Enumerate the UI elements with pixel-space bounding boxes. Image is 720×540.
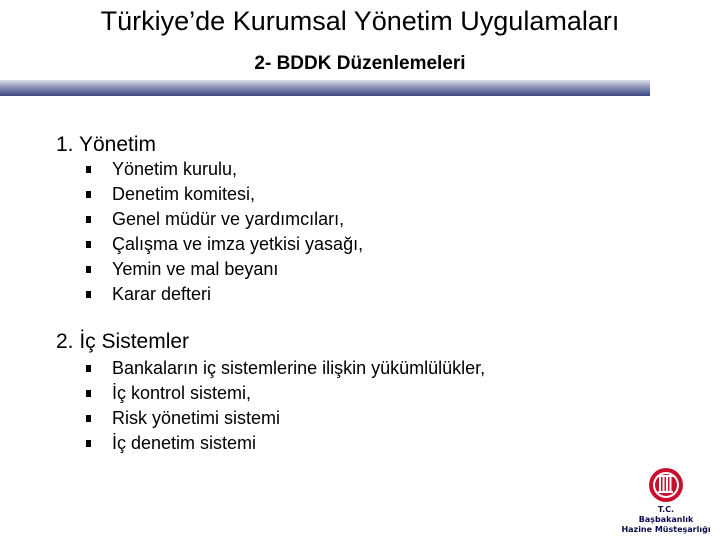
bullet-square-icon — [86, 266, 91, 273]
bullet-square-icon — [86, 291, 91, 298]
bullet-square-icon — [86, 191, 91, 198]
slide: Türkiye’de Kurumsal Yönetim Uygulamaları 2- BDDK Düzenlemeleri 1. Yönetim Yönetim kurulu, Denetim komitesi, Genel müdür ve yardımcıları, Çalışma ve imza yetkisi yasağı, Yemin ve mal beyanı Karar defteri 2. İç Sistemler Bankaların iç sistemlerine ilişkin yükümlülükler, İç kontrol sistemi, Risk yönetimi sistemi İç denetim sistemi T.C. Başbakanlık Hazine Müsteşarlığı — [0, 0, 720, 540]
bullet-square-icon — [86, 166, 91, 173]
bullet-square-icon — [86, 241, 91, 248]
slide-subtitle: 2- BDDK Düzenlemeleri — [254, 53, 466, 74]
bullet-square-icon — [86, 216, 91, 223]
slide-title: Türkiye’de Kurumsal Yönetim Uygulamaları — [100, 6, 620, 36]
bullet-square-icon — [86, 365, 91, 372]
section-heading-ic-sistemler: 2. İç Sistemler — [56, 330, 190, 353]
treasury-emblem-icon — [648, 467, 684, 503]
org-line-country: T.C. — [657, 505, 675, 514]
title-divider — [0, 80, 650, 96]
org-line-treasury: Hazine Müsteşarlığı — [621, 525, 711, 534]
section-heading-yonetim: 1. Yönetim — [56, 133, 157, 156]
bullet-square-icon — [86, 440, 91, 447]
bullet-square-icon — [86, 390, 91, 397]
organization-name — [600, 505, 720, 535]
bullet-square-icon — [86, 415, 91, 422]
org-line-ministry: Başbakanlık — [638, 515, 694, 524]
